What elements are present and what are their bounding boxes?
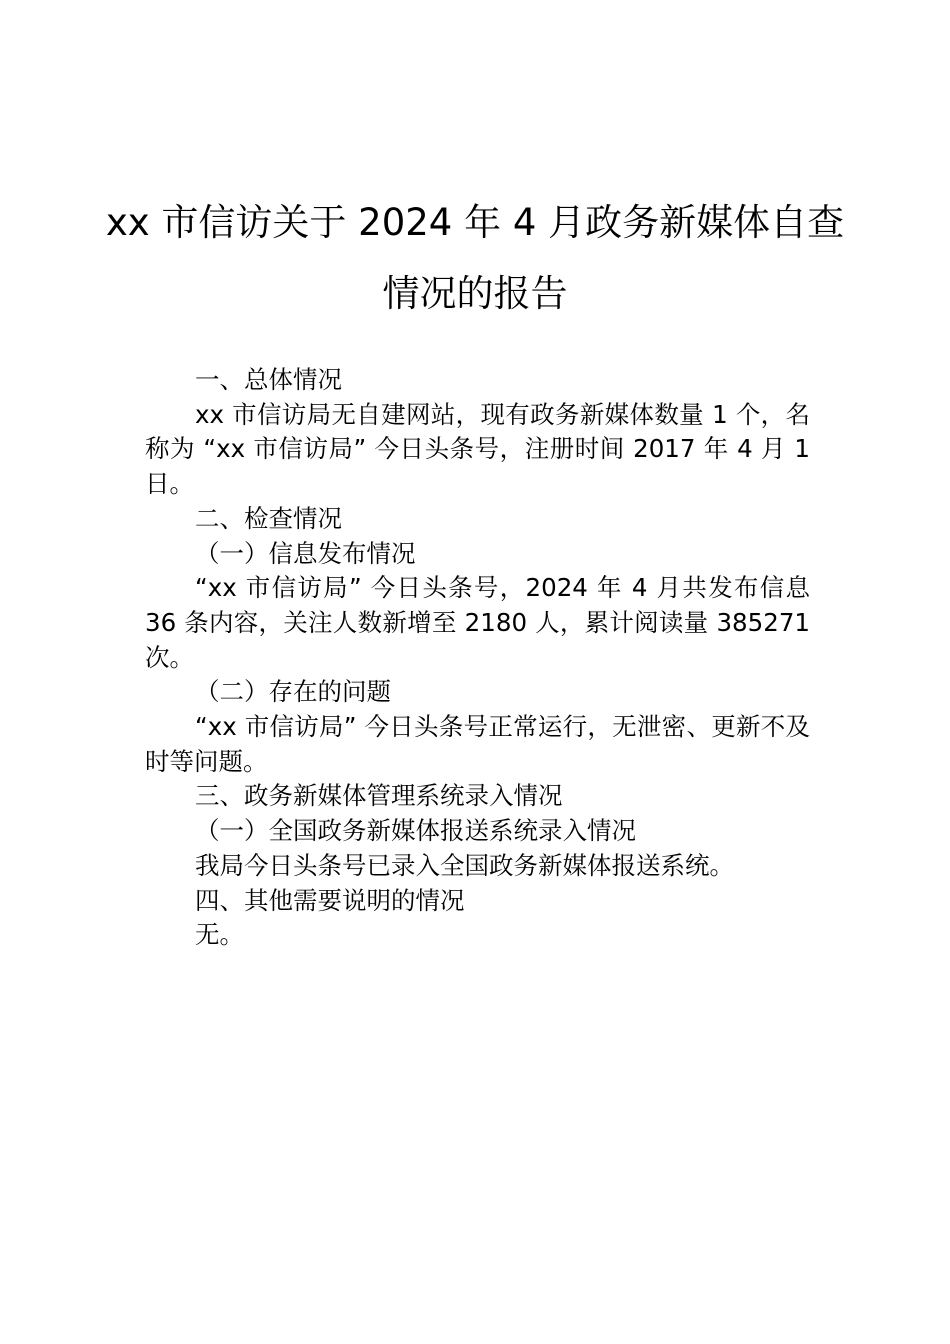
subsection-heading-issues: （二）存在的问题: [195, 677, 391, 707]
document-title-line-1: xx 市信访关于 2024 年 4 月政务新媒体自查: [105, 201, 845, 244]
document-body: [145, 363, 810, 953]
subsection-heading-publishing: （一）信息发布情况: [195, 538, 416, 568]
paragraph-overview: xx 市信访局无自建网站，现有政务新媒体数量 1 个，名称为 “xx 市信访局” 今日头条号，注册时间 2017 年 4 月 1 日。: [145, 399, 810, 499]
paragraph-national-system: 我局今日头条号已录入全国政务新媒体报送系统。: [195, 850, 734, 880]
section-heading-inspection: 二、检查情况: [195, 503, 342, 533]
subsection-heading-national-system: （一）全国政务新媒体报送系统录入情况: [195, 816, 636, 846]
section-heading-other: 四、其他需要说明的情况: [195, 885, 465, 915]
paragraph-publishing: “xx 市信访局” 今日头条号，2024 年 4 月共发布信息 36 条内容，关注人数新增至 2180 人，累计阅读量 385271 次。: [145, 573, 810, 672]
paragraph-issues: “xx 市信访局” 今日头条号正常运行，无泄密、更新不及时等问题。: [145, 712, 810, 776]
document-title-line-2: 情况的报告: [382, 272, 568, 315]
paragraph-other: 无。: [195, 920, 244, 950]
section-heading-overview: 一、总体情况: [195, 365, 342, 394]
section-heading-system-entry: 三、政务新媒体管理系统录入情况: [195, 781, 563, 811]
